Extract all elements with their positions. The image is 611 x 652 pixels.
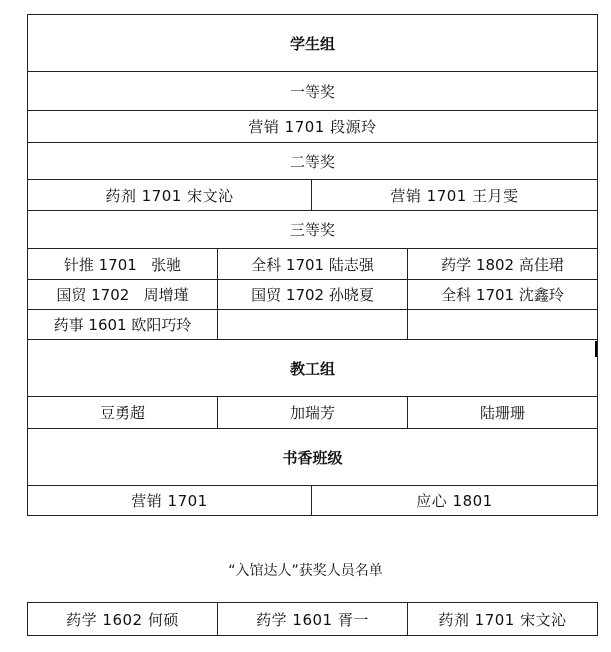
- third-prize-label: 三等奖: [28, 211, 598, 249]
- third-prize-winner: 国贸 1702 孙晓夏: [218, 280, 408, 310]
- third-prize-winner: 全科 1701 陆志强: [218, 249, 408, 280]
- first-prize-winner: 营销 1701 段源玲: [28, 111, 598, 143]
- award-table: [27, 14, 598, 516]
- staff-group-title: 教工组: [28, 340, 598, 397]
- empty-cell: [408, 310, 598, 340]
- third-prize-winner: 药学 1802 高佳珺: [408, 249, 598, 280]
- class-group-title: 书香班级: [28, 429, 598, 486]
- class-winner: 应心 1801: [312, 486, 598, 516]
- third-prize-winner: 国贸 1702 周增瑾: [28, 280, 218, 310]
- second-prize-label: 二等奖: [28, 143, 598, 180]
- empty-cell: [218, 310, 408, 340]
- library-caption: “入馆达人”获奖人员名单: [228, 563, 383, 579]
- third-prize-winner: 全科 1701 沈鑫玲: [408, 280, 598, 310]
- library-winner-table: [27, 602, 598, 636]
- first-prize-label: 一等奖: [28, 72, 598, 111]
- second-prize-winner: 营销 1701 王月雯: [312, 180, 598, 211]
- class-winner: 营销 1701: [28, 486, 312, 516]
- second-prize-winner: 药剂 1701 宋文沁: [28, 180, 312, 211]
- library-winner: 药剂 1701 宋文沁: [408, 603, 598, 636]
- staff-winner: 加瑞芳: [218, 397, 408, 429]
- library-winner: 药学 1601 胥一: [218, 603, 408, 636]
- library-winner: 药学 1602 何硕: [28, 603, 218, 636]
- staff-winner: 豆勇超: [28, 397, 218, 429]
- text-cursor: [595, 341, 597, 357]
- student-group-title: 学生组: [28, 15, 598, 72]
- staff-winner: 陆珊珊: [408, 397, 598, 429]
- third-prize-winner: 药事 1601 欧阳巧玲: [28, 310, 218, 340]
- third-prize-winner: 针推 1701 张驰: [28, 249, 218, 280]
